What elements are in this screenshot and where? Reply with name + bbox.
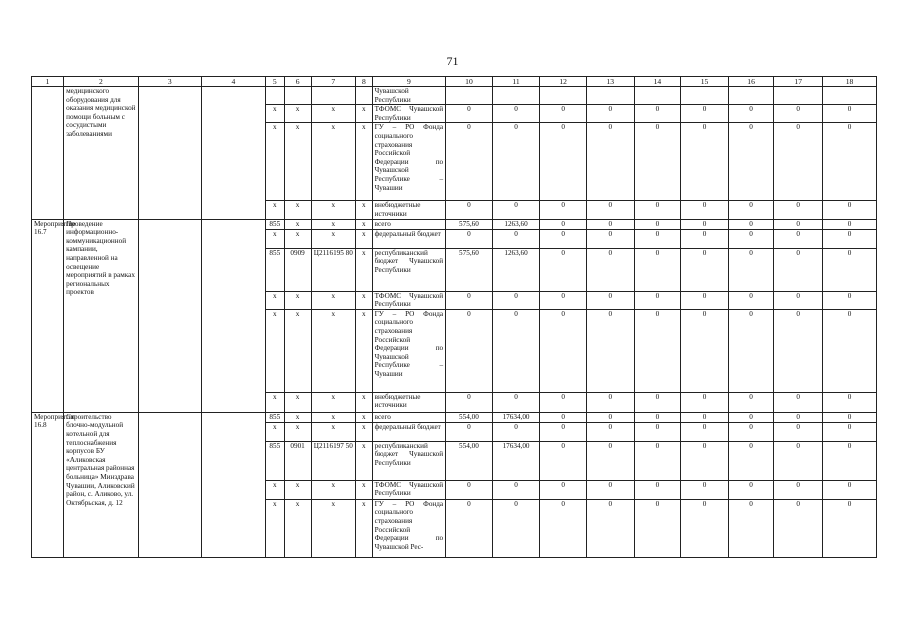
- value-cell: 0: [540, 309, 587, 392]
- value-cell: 0: [774, 291, 823, 309]
- code-cell: 855: [266, 412, 285, 422]
- value-cell: 0: [681, 499, 729, 557]
- value-cell: 0: [681, 201, 729, 219]
- value-cell: 0: [728, 480, 774, 499]
- value-cell: 0: [728, 201, 774, 219]
- value-cell: 0: [586, 123, 634, 201]
- value-cell: 0: [540, 123, 587, 201]
- code-cell: x: [356, 480, 373, 499]
- table-row: [32, 412, 877, 422]
- value-cell: 17634,00: [492, 412, 540, 422]
- funding-source-cell: всего: [372, 219, 446, 229]
- value-cell: 0: [728, 219, 774, 229]
- value-cell: 0: [774, 123, 823, 201]
- funding-source-cell: федеральный бюджет: [372, 422, 446, 441]
- code-cell: x: [311, 229, 356, 248]
- value-cell: 0: [728, 422, 774, 441]
- empty-cell: [138, 412, 201, 557]
- value-cell: 0: [774, 499, 823, 557]
- value-cell: 0: [681, 412, 729, 422]
- value-cell: 0: [634, 412, 681, 422]
- code-cell: x: [284, 480, 311, 499]
- value-cell: 0: [492, 309, 540, 392]
- value-cell: [823, 87, 877, 105]
- value-cell: 0: [540, 480, 587, 499]
- value-cell: 0: [728, 123, 774, 201]
- code-cell: x: [266, 291, 285, 309]
- value-cell: 0: [823, 291, 877, 309]
- value-cell: 0: [540, 201, 587, 219]
- code-cell: x: [311, 309, 356, 392]
- code-cell: x: [284, 309, 311, 392]
- value-cell: 0: [634, 105, 681, 123]
- code-cell: x: [311, 201, 356, 219]
- value-cell: 0: [774, 392, 823, 412]
- value-cell: 0: [586, 441, 634, 480]
- value-cell: 0: [823, 499, 877, 557]
- funding-source-cell: ГУ – РО Фонда социального страхования Российской Федерации по Чувашской Республике – Чувашии: [372, 309, 446, 392]
- value-cell: 0: [681, 248, 729, 291]
- value-cell: 0: [728, 229, 774, 248]
- value-cell: 0: [586, 392, 634, 412]
- code-cell: x: [266, 422, 285, 441]
- code-cell: x: [266, 309, 285, 392]
- value-cell: 0: [586, 201, 634, 219]
- value-cell: 0: [492, 480, 540, 499]
- code-cell: [311, 87, 356, 105]
- value-cell: 1263,60: [492, 248, 540, 291]
- value-cell: 0: [634, 309, 681, 392]
- value-cell: 0: [774, 229, 823, 248]
- value-cell: 0: [540, 219, 587, 229]
- code-cell: 0909: [284, 248, 311, 291]
- code-cell: x: [284, 499, 311, 557]
- code-cell: x: [356, 201, 373, 219]
- value-cell: 575,60: [446, 219, 493, 229]
- header-cell: 4: [201, 77, 265, 87]
- value-cell: 0: [446, 392, 493, 412]
- funding-source-cell: Чувашской Республики: [372, 87, 446, 105]
- funding-source-cell: республиканский бюджет Чувашской Республики: [372, 441, 446, 480]
- value-cell: 0: [728, 105, 774, 123]
- code-cell: x: [356, 392, 373, 412]
- value-cell: [540, 87, 587, 105]
- code-cell: [284, 87, 311, 105]
- header-cell: 18: [823, 77, 877, 87]
- value-cell: 0: [681, 105, 729, 123]
- value-cell: 17634,00: [492, 441, 540, 480]
- value-cell: 0: [823, 480, 877, 499]
- value-cell: 0: [823, 229, 877, 248]
- value-cell: 0: [634, 422, 681, 441]
- value-cell: 0: [446, 229, 493, 248]
- value-cell: 0: [634, 441, 681, 480]
- value-cell: 0: [492, 291, 540, 309]
- value-cell: 0: [540, 412, 587, 422]
- value-cell: 0: [681, 291, 729, 309]
- description-cell: Строительство блочно-модульной котельной для теплоснабжения корпусов БУ «Аликовская центральная районная больница» Минздрава Чувашии, Аликовский район, с. Аликово, ул. Октябрьская, д. 12: [64, 412, 139, 557]
- value-cell: 0: [540, 229, 587, 248]
- value-cell: 0: [586, 422, 634, 441]
- value-cell: 0: [540, 422, 587, 441]
- code-cell: x: [266, 499, 285, 557]
- value-cell: 0: [823, 219, 877, 229]
- value-cell: 0: [681, 229, 729, 248]
- header-cell: 12: [540, 77, 587, 87]
- code-cell: x: [356, 291, 373, 309]
- value-cell: 0: [774, 309, 823, 392]
- value-cell: 0: [540, 441, 587, 480]
- value-cell: 0: [540, 105, 587, 123]
- value-cell: 0: [681, 219, 729, 229]
- value-cell: [634, 87, 681, 105]
- value-cell: 0: [823, 248, 877, 291]
- value-cell: 0: [586, 499, 634, 557]
- header-cell: 7: [311, 77, 356, 87]
- value-cell: [446, 87, 493, 105]
- value-cell: 0: [586, 229, 634, 248]
- value-cell: 0: [728, 309, 774, 392]
- funding-source-cell: ГУ – РО Фонда социального страхования Российской Федерации по Чувашской Рес-: [372, 499, 446, 557]
- code-cell: x: [356, 123, 373, 201]
- value-cell: 0: [823, 201, 877, 219]
- funding-source-cell: ГУ – РО Фонда социального страхования Российской Федерации по Чувашской Республике – Чувашии: [372, 123, 446, 201]
- code-cell: x: [356, 499, 373, 557]
- code-cell: x: [311, 422, 356, 441]
- header-row: [32, 77, 877, 87]
- code-cell: x: [311, 412, 356, 422]
- header-cell: 13: [586, 77, 634, 87]
- description-cell: Проведение информационно-коммуникационной кампании, направленной на освещение мероприятий в рамках региональных проектов: [64, 219, 139, 412]
- value-cell: 0: [823, 392, 877, 412]
- value-cell: 0: [586, 105, 634, 123]
- value-cell: 0: [634, 499, 681, 557]
- value-cell: [728, 87, 774, 105]
- value-cell: 0: [823, 441, 877, 480]
- value-cell: 0: [634, 219, 681, 229]
- code-cell: x: [284, 291, 311, 309]
- value-cell: 0: [540, 248, 587, 291]
- code-cell: x: [266, 480, 285, 499]
- value-cell: 1263,60: [492, 219, 540, 229]
- value-cell: 0: [634, 123, 681, 201]
- code-cell: x: [284, 201, 311, 219]
- value-cell: 0: [823, 422, 877, 441]
- value-cell: 0: [492, 123, 540, 201]
- value-cell: 0: [492, 392, 540, 412]
- description-cell: медицинского оборудования для оказания медицинской помощи больным с сосудистыми заболеваниями: [64, 87, 139, 220]
- value-cell: 0: [681, 392, 729, 412]
- value-cell: [492, 87, 540, 105]
- value-cell: 0: [634, 229, 681, 248]
- funding-source-cell: внебюджетные источники: [372, 392, 446, 412]
- code-cell: 0901: [284, 441, 311, 480]
- table-row: [32, 219, 877, 229]
- code-cell: x: [284, 392, 311, 412]
- code-cell: x: [266, 123, 285, 201]
- value-cell: 0: [774, 248, 823, 291]
- value-cell: 0: [586, 291, 634, 309]
- header-cell: 8: [356, 77, 373, 87]
- value-cell: 0: [823, 309, 877, 392]
- code-cell: x: [311, 291, 356, 309]
- value-cell: 575,60: [446, 248, 493, 291]
- value-cell: 0: [586, 219, 634, 229]
- value-cell: [774, 87, 823, 105]
- code-cell: x: [284, 219, 311, 229]
- empty-cell: [201, 87, 265, 220]
- event-cell: [32, 87, 64, 220]
- value-cell: 0: [774, 105, 823, 123]
- value-cell: 0: [774, 480, 823, 499]
- value-cell: 0: [446, 480, 493, 499]
- code-cell: x: [311, 105, 356, 123]
- event-cell: Мероприятие 16.7: [32, 219, 64, 412]
- code-cell: x: [284, 105, 311, 123]
- code-cell: x: [311, 499, 356, 557]
- funding-source-cell: республиканский бюджет Чувашской Республики: [372, 248, 446, 291]
- event-cell: Мероприятие 16.8: [32, 412, 64, 557]
- value-cell: 0: [681, 480, 729, 499]
- funding-source-cell: ТФОМС Чувашской Республики: [372, 480, 446, 499]
- code-cell: [266, 87, 285, 105]
- value-cell: 0: [774, 441, 823, 480]
- value-cell: 0: [823, 105, 877, 123]
- value-cell: 0: [823, 123, 877, 201]
- value-cell: 0: [728, 291, 774, 309]
- code-cell: x: [284, 422, 311, 441]
- code-cell: x: [284, 412, 311, 422]
- value-cell: 0: [681, 123, 729, 201]
- header-cell: 6: [284, 77, 311, 87]
- value-cell: 0: [634, 480, 681, 499]
- value-cell: 0: [446, 499, 493, 557]
- code-cell: x: [266, 105, 285, 123]
- empty-cell: [201, 219, 265, 412]
- code-cell: 855: [266, 248, 285, 291]
- header-cell: 11: [492, 77, 540, 87]
- value-cell: 0: [540, 392, 587, 412]
- value-cell: 0: [540, 499, 587, 557]
- funding-source-cell: ТФОМС Чувашской Республики: [372, 291, 446, 309]
- header-cell: 1: [32, 77, 64, 87]
- code-cell: x: [311, 219, 356, 229]
- budget-table: [31, 76, 877, 558]
- code-cell: x: [356, 309, 373, 392]
- value-cell: 0: [774, 412, 823, 422]
- value-cell: 554,00: [446, 441, 493, 480]
- page-number: 71: [446, 54, 459, 68]
- code-cell: x: [356, 248, 373, 291]
- code-cell: x: [266, 201, 285, 219]
- code-cell: x: [284, 123, 311, 201]
- code-cell: x: [311, 392, 356, 412]
- value-cell: 0: [540, 291, 587, 309]
- value-cell: 0: [681, 309, 729, 392]
- code-cell: x: [266, 229, 285, 248]
- code-cell: x: [356, 229, 373, 248]
- empty-cell: [201, 412, 265, 557]
- code-cell: 855: [266, 219, 285, 229]
- funding-source-cell: ТФОМС Чувашской Республики: [372, 105, 446, 123]
- value-cell: 0: [492, 229, 540, 248]
- funding-source-cell: федеральный бюджет: [372, 229, 446, 248]
- value-cell: 0: [774, 201, 823, 219]
- value-cell: 0: [586, 248, 634, 291]
- value-cell: 0: [492, 105, 540, 123]
- code-cell: x: [356, 422, 373, 441]
- code-cell: x: [356, 219, 373, 229]
- value-cell: 0: [446, 201, 493, 219]
- value-cell: 0: [774, 219, 823, 229]
- code-cell: x: [266, 392, 285, 412]
- value-cell: 0: [446, 123, 493, 201]
- value-cell: [586, 87, 634, 105]
- value-cell: 0: [634, 201, 681, 219]
- table-row: [32, 87, 877, 105]
- value-cell: 0: [492, 201, 540, 219]
- header-cell: 10: [446, 77, 493, 87]
- header-cell: 9: [372, 77, 446, 87]
- funding-source-cell: внебюджетные источники: [372, 201, 446, 219]
- value-cell: 0: [586, 412, 634, 422]
- code-cell: x: [284, 229, 311, 248]
- code-cell: x: [311, 480, 356, 499]
- value-cell: 0: [492, 499, 540, 557]
- header-cell: 15: [681, 77, 729, 87]
- value-cell: 0: [446, 105, 493, 123]
- value-cell: 0: [681, 422, 729, 441]
- empty-cell: [138, 87, 201, 220]
- code-cell: x: [356, 441, 373, 480]
- value-cell: 0: [681, 441, 729, 480]
- value-cell: [681, 87, 729, 105]
- value-cell: 0: [728, 499, 774, 557]
- header-cell: 3: [138, 77, 201, 87]
- value-cell: 554,00: [446, 412, 493, 422]
- value-cell: 0: [446, 309, 493, 392]
- code-cell: Ц2116197 50: [311, 441, 356, 480]
- value-cell: 0: [774, 422, 823, 441]
- value-cell: 0: [586, 309, 634, 392]
- code-cell: x: [356, 412, 373, 422]
- code-cell: [356, 87, 373, 105]
- empty-cell: [138, 219, 201, 412]
- value-cell: 0: [586, 480, 634, 499]
- value-cell: 0: [728, 412, 774, 422]
- value-cell: 0: [728, 248, 774, 291]
- value-cell: 0: [446, 291, 493, 309]
- value-cell: 0: [634, 248, 681, 291]
- value-cell: 0: [823, 412, 877, 422]
- code-cell: x: [356, 105, 373, 123]
- header-cell: 17: [774, 77, 823, 87]
- code-cell: 855: [266, 441, 285, 480]
- value-cell: 0: [634, 392, 681, 412]
- funding-source-cell: всего: [372, 412, 446, 422]
- code-cell: Ц2116195 80: [311, 248, 356, 291]
- header-cell: 16: [728, 77, 774, 87]
- header-cell: 5: [266, 77, 285, 87]
- value-cell: 0: [728, 441, 774, 480]
- value-cell: 0: [728, 392, 774, 412]
- value-cell: 0: [634, 291, 681, 309]
- code-cell: x: [311, 123, 356, 201]
- header-cell: 14: [634, 77, 681, 87]
- value-cell: 0: [446, 422, 493, 441]
- value-cell: 0: [492, 422, 540, 441]
- header-cell: 2: [64, 77, 139, 87]
